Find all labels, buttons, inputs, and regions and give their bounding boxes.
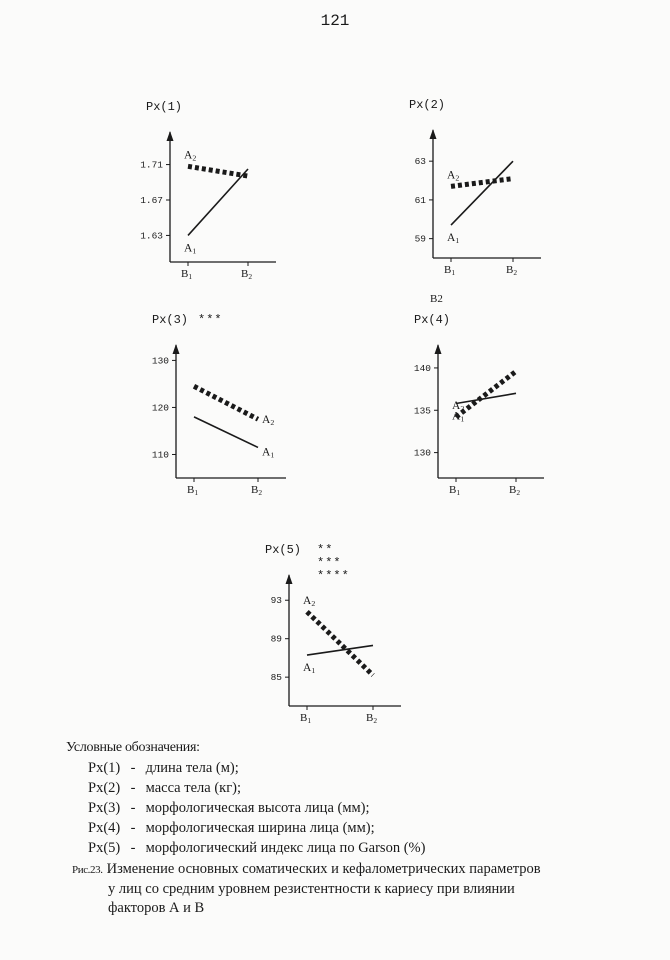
y-tick-label: 89: [270, 633, 282, 645]
legend-item: [66, 798, 626, 818]
legend-item: [66, 818, 626, 838]
legend-text: морфологический индекс лица по Garson (%): [145, 840, 426, 856]
y-tick-label: 1.71: [140, 159, 163, 171]
caption-line-3: факторов А и В: [108, 900, 205, 916]
series-label: A1: [262, 446, 275, 460]
chart-title: Px(3): [152, 313, 189, 327]
x-tick-label: B2: [366, 712, 378, 725]
legend-dash: -: [130, 840, 136, 856]
series-label: A2: [452, 400, 465, 414]
chart-title: Px(2): [409, 98, 446, 112]
y-tick-label: 1.63: [140, 230, 163, 242]
x-tick-label: B2: [251, 484, 263, 497]
legend-code: Px(5): [88, 840, 121, 856]
chart-title: Px(5): [265, 543, 302, 557]
significance-stars: **: [317, 543, 334, 557]
y-tick-label: 110: [151, 449, 169, 461]
series-label: A1: [452, 410, 465, 424]
stray-b2-label: B2: [430, 293, 443, 305]
caption-line-2: у лиц со средним уровнем резистентности к кариесу при влиянии: [108, 881, 515, 897]
y-tick-label: 59: [414, 233, 426, 245]
y-tick-label: 1.67: [140, 195, 163, 206]
caption-line-1: Изменение основных соматических и кефалометрических параметров: [106, 861, 541, 877]
figure-caption: [72, 860, 632, 918]
legend-code: Px(2): [88, 780, 121, 796]
series-label: A1: [184, 242, 197, 256]
legend-dash: -: [130, 800, 136, 816]
series-label: A2: [303, 594, 316, 608]
legend-text: длина тела (м);: [145, 760, 239, 776]
x-tick-label: B2: [506, 264, 518, 277]
legend-item: [66, 758, 626, 778]
x-tick-label: B1: [187, 484, 199, 497]
legend-code: Px(1): [88, 760, 121, 776]
y-tick-label: 85: [270, 672, 282, 684]
significance-stars: ***: [198, 313, 223, 327]
legend-text: морфологическая ширина лица (мм);: [145, 820, 375, 836]
series-line-a2: [307, 612, 373, 675]
x-tick-label: B2: [509, 484, 521, 497]
legend-dash: -: [130, 760, 136, 776]
y-axis-arrow: [286, 574, 293, 584]
chart-title: Px(4): [414, 313, 451, 327]
y-tick-label: 135: [413, 405, 431, 417]
x-tick-label: B1: [181, 268, 193, 281]
series-label: A2: [184, 149, 197, 163]
y-tick-label: 130: [151, 355, 169, 367]
x-tick-label: B1: [449, 484, 461, 497]
series-label: A2: [262, 414, 275, 428]
legend-code: Px(4): [88, 820, 121, 836]
y-tick-label: 93: [270, 595, 282, 607]
x-tick-label: B1: [444, 264, 456, 277]
chart-title: Px(1): [146, 100, 183, 114]
figure-number: Рис.23.: [72, 864, 103, 876]
significance-stars: ****: [317, 569, 350, 583]
legend-text: масса тела (кг);: [145, 780, 241, 796]
legend-dash: -: [130, 820, 136, 836]
y-tick-label: 130: [413, 447, 431, 459]
series-line-a1: [307, 645, 373, 655]
y-tick-label: 63: [414, 156, 426, 168]
legend-code: Px(3): [88, 800, 121, 816]
y-tick-label: 61: [414, 194, 426, 206]
significance-stars: ***: [317, 556, 342, 570]
series-label: A1: [303, 662, 316, 676]
legend-title: Условные обозначения:: [66, 740, 200, 755]
legend-text: морфологическая высота лица (мм);: [145, 800, 370, 816]
x-tick-label: B1: [300, 712, 312, 725]
page-number: 121: [320, 12, 350, 30]
series-label: A2: [447, 169, 460, 183]
x-tick-label: B2: [241, 268, 253, 281]
legend-item: [66, 838, 626, 858]
y-tick-label: 120: [151, 402, 169, 414]
series-label: A1: [447, 232, 460, 246]
y-tick-label: 140: [413, 362, 431, 374]
legend: [66, 738, 626, 858]
legend-item: [66, 778, 626, 798]
legend-dash: -: [130, 780, 136, 796]
